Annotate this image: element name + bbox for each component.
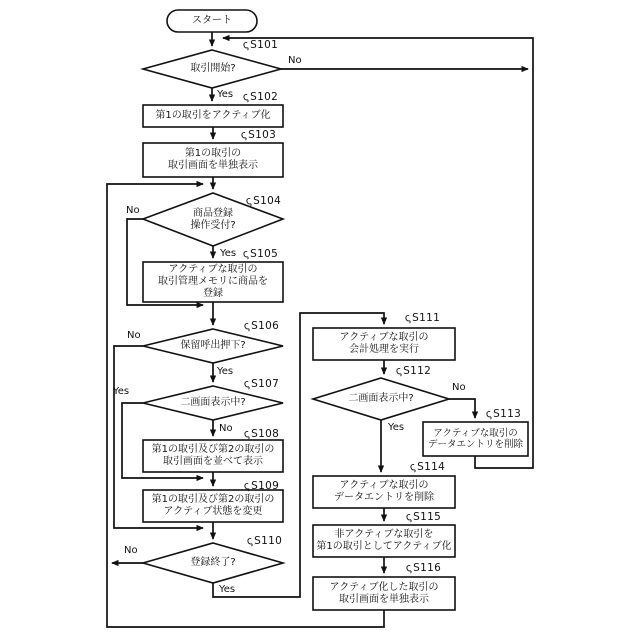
node-text-s103: 第1の取引の 取引画面を単独表示: [168, 148, 258, 171]
ref-label-s102: [243, 91, 278, 103]
ref-text-s102: S102: [250, 91, 279, 103]
node-text-s102: 第1の取引をアクティブ化: [155, 110, 271, 121]
branch-label-s101-yes: Yes: [217, 89, 234, 100]
node-text-s113: アクティブな取引の データエントリを削除: [427, 427, 523, 450]
reference-leader-icon: ς: [242, 427, 252, 442]
ref-label-s101: [243, 39, 278, 51]
branch-label-s101-no: No: [288, 55, 302, 66]
branch-label-s104-no: No: [126, 205, 140, 216]
ref-text-s107: S107: [251, 378, 280, 390]
ref-label-s107: [244, 378, 279, 390]
node-text-s104: 商品登録 操作受付?: [190, 208, 236, 231]
reference-leader-icon: ς: [244, 194, 254, 209]
ref-label-s112: [396, 365, 431, 377]
ref-text-s101: S101: [250, 39, 279, 51]
ref-text-s103: S103: [248, 129, 277, 141]
reference-leader-icon: ς: [239, 128, 249, 143]
node-text-s111: アクティブな取引の 会計処理を実行: [339, 332, 429, 355]
reference-leader-icon: ς: [241, 90, 251, 105]
process-s103: [143, 143, 283, 177]
ref-label-s113: [486, 408, 521, 420]
decision-s112: [313, 378, 449, 420]
reference-leader-icon: ς: [241, 38, 251, 53]
ref-label-s103: [241, 129, 276, 141]
ref-label-s104: [246, 195, 281, 207]
ref-text-s112: S112: [403, 365, 432, 377]
node-text-s101: 取引開始?: [190, 63, 236, 74]
reference-leader-icon: ς: [241, 247, 251, 262]
ref-label-s108: [244, 428, 279, 440]
reference-leader-icon: ς: [242, 319, 252, 334]
decision-s106: [143, 329, 283, 363]
process-s105: [143, 262, 283, 302]
branch-label-s104-yes: Yes: [220, 248, 237, 259]
reference-leader-icon: ς: [484, 407, 494, 422]
ref-text-s108: S108: [251, 428, 280, 440]
branch-label-s110-yes: Yes: [219, 584, 236, 595]
process-s102: [143, 105, 283, 127]
node-text-s107: 二画面表示中?: [180, 397, 246, 408]
ref-text-s114: S114: [417, 461, 446, 473]
edge-s112-no: [449, 399, 475, 418]
reference-leader-icon: ς: [242, 377, 252, 392]
ref-text-s111: S111: [412, 312, 441, 324]
process-s113: [423, 422, 528, 456]
ref-label-s114: [410, 461, 445, 473]
ref-label-s105: [243, 248, 278, 260]
branch-label-s106-yes: Yes: [217, 366, 234, 377]
branch-label-s106-no: No: [127, 330, 141, 341]
ref-label-s106: [244, 320, 279, 332]
branch-label-s107-no: No: [219, 423, 233, 434]
ref-text-s110: S110: [254, 535, 283, 547]
start-label: スタート: [192, 15, 232, 26]
ref-text-s105: S105: [250, 248, 279, 260]
ref-text-s109: S109: [251, 480, 280, 492]
node-text-s114: アクティブな取引の データエントリを削除: [334, 480, 434, 503]
node-text-s106: 保留呼出押下?: [180, 340, 246, 351]
node-text-s108: 第1の取引及び第2の取引の 取引画面を並べて表示: [151, 444, 275, 467]
ref-text-s113: S113: [493, 408, 522, 420]
ref-label-s110: [247, 535, 282, 547]
node-text-s109: 第1の取引及び第2の取引の アクティブ状態を変更: [151, 494, 275, 517]
branch-label-s110-no: No: [124, 545, 138, 556]
process-s115: [313, 525, 455, 557]
ref-text-s115: S115: [413, 511, 442, 523]
decision-s107: [143, 386, 283, 420]
ref-text-s116: S116: [413, 562, 442, 574]
node-text-s112: 二画面表示中?: [348, 393, 414, 404]
node-text-s116: アクティブ化した取引の 取引画面を単独表示: [329, 581, 439, 605]
reference-leader-icon: ς: [404, 561, 414, 576]
ref-text-s106: S106: [251, 320, 280, 332]
decision-s110: [143, 543, 283, 583]
ref-label-s115: [406, 511, 441, 523]
process-s114: [313, 476, 455, 508]
reference-leader-icon: ς: [394, 364, 404, 379]
process-s109: [143, 490, 283, 522]
reference-leader-icon: ς: [404, 510, 414, 525]
branch-label-s107-yes: Yes: [113, 386, 130, 397]
ref-label-s111: [405, 312, 440, 324]
node-text-s115: 非アクティブな取引を 第1の取引としてアクティブ化: [316, 529, 452, 552]
process-s108: [143, 440, 283, 472]
reference-leader-icon: ς: [242, 479, 252, 494]
ref-text-s104: S104: [253, 195, 282, 207]
process-s111: [313, 328, 455, 360]
reference-leader-icon: ς: [403, 311, 413, 326]
terminator-start: [167, 10, 257, 32]
reference-leader-icon: ς: [245, 534, 255, 549]
node-text-s110: 登録終了?: [190, 557, 236, 568]
reference-leader-icon: ς: [408, 460, 418, 475]
process-s116: [313, 577, 455, 610]
branch-label-s112-no: No: [452, 382, 466, 393]
ref-label-s109: [244, 480, 279, 492]
decision-s101: [143, 50, 281, 88]
ref-label-s116: [406, 562, 441, 574]
branch-label-s112-yes: Yes: [388, 422, 405, 433]
node-text-s105: アクティブな取引の 取引管理メモリに商品を 登録: [158, 264, 268, 299]
